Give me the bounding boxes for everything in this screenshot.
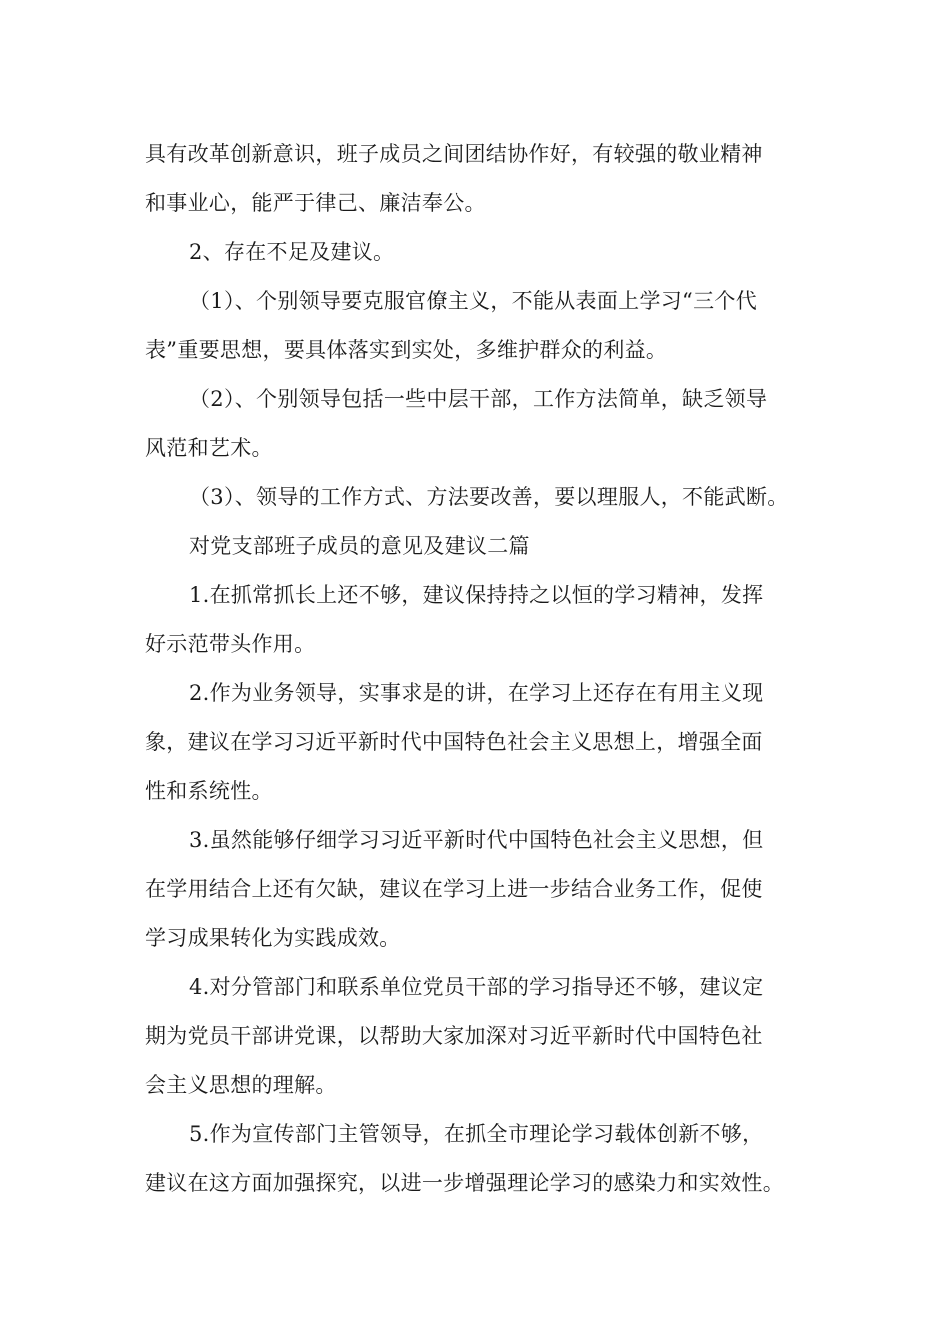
text-line: 2、存在不足及建议。 (189, 240, 395, 264)
paragraph (145, 473, 815, 522)
paragraph (145, 571, 815, 669)
text-line: 在学用结合上还有欠缺，建议在学习上进一步结合业务工作，促使 (145, 877, 763, 901)
text-line: 象，建议在学习习近平新时代中国特色社会主义思想上，增强全面 (145, 730, 763, 754)
text-line: 1.在抓常抓长上还不够，建议保持持之以恒的学习精神，发挥 (189, 583, 764, 607)
text-line: （1）、个别领导要克服官僚主义，不能从表面上学习“三个代 (189, 289, 757, 313)
document-body (145, 130, 815, 1208)
text-line: 和事业心，能严于律己、廉洁奉公。 (145, 191, 486, 215)
paragraph (145, 1110, 815, 1208)
text-line: 4.对分管部门和联系单位党员干部的学习指导还不够，建议定 (189, 975, 764, 999)
text-line: 具有改革创新意识，班子成员之间团结协作好，有较强的敬业精神 (145, 142, 763, 166)
paragraph (145, 228, 815, 277)
text-line: （3）、领导的工作方式、方法要改善，要以理服人，不能武断。 (189, 485, 789, 509)
paragraph (145, 277, 815, 375)
paragraph (145, 375, 815, 473)
paragraph (145, 669, 815, 816)
text-line: 表”重要思想，要具体落实到实处，多维护群众的利益。 (145, 338, 668, 362)
paragraph (145, 963, 815, 1110)
paragraph (145, 130, 815, 228)
paragraph (145, 816, 815, 963)
paragraph (145, 522, 815, 571)
text-line: 期为党员干部讲党课，以帮助大家加深对习近平新时代中国特色社 (145, 1024, 763, 1048)
text-line: 3.虽然能够仔细学习习近平新时代中国特色社会主义思想，但 (189, 828, 764, 852)
text-line: 性和系统性。 (145, 779, 273, 803)
text-line: 建议在这方面加强探究，以进一步增强理论学习的感染力和实效性。 (145, 1171, 784, 1195)
text-line: 风范和艺术。 (145, 436, 273, 460)
text-line: 好示范带头作用。 (145, 632, 316, 656)
text-line: 2.作为业务领导，实事求是的讲，在学习上还存在有用主义现 (189, 681, 764, 705)
text-line: 5.作为宣传部门主管领导，在抓全市理论学习载体创新不够， (189, 1122, 764, 1146)
text-line: 学习成果转化为实践成效。 (145, 926, 401, 950)
text-line: 对党支部班子成员的意见及建议二篇 (189, 534, 530, 558)
text-line: 会主义思想的理解。 (145, 1073, 337, 1097)
text-line: （2）、个别领导包括一些中层干部，工作方法简单，缺乏领导 (189, 387, 768, 411)
